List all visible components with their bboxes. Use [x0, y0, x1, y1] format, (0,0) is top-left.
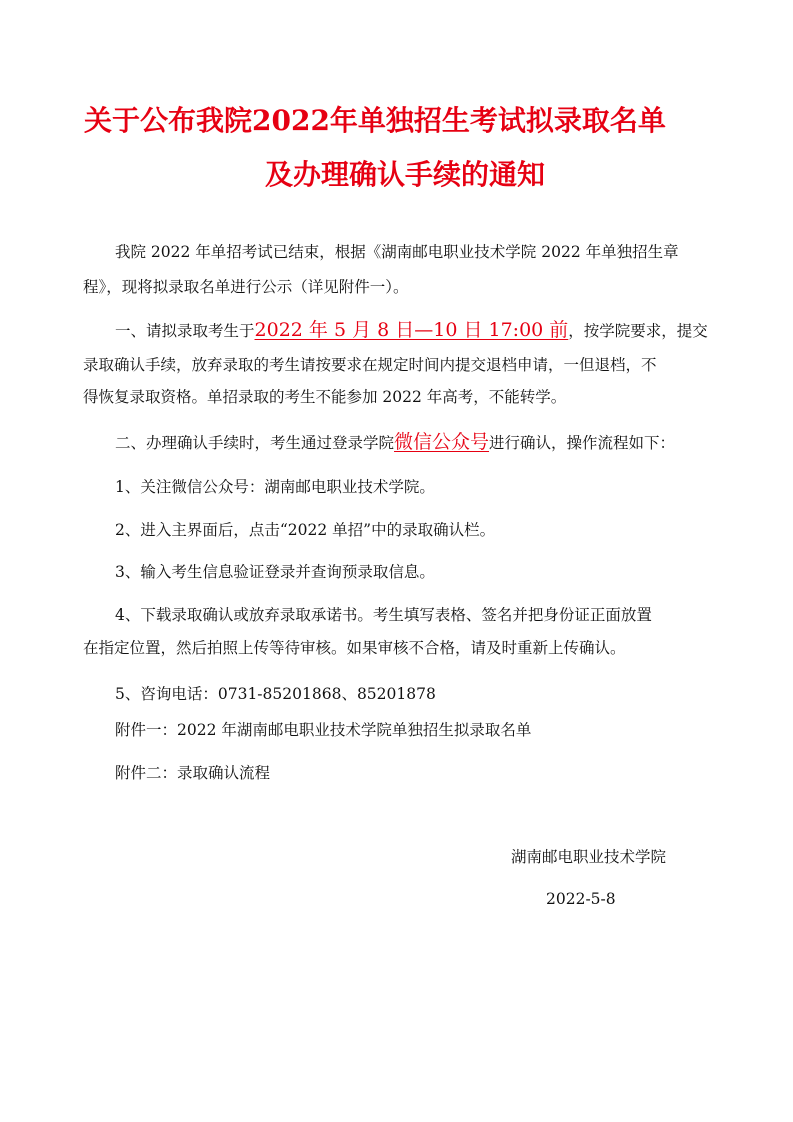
page-title-line-2: 及办理确认手续的通知 [265, 158, 546, 191]
step-4-line-2: 在指定位置，然后拍照上传等待审核。如果审核不合格，请及时重新上传确认。 [83, 639, 626, 657]
intro-line-2: 程》，现将拟录取名单进行公示（详见附件一）。 [83, 278, 409, 296]
signature-organization: 湖南邮电职业技术学院 [511, 848, 667, 866]
section2-line [115, 432, 675, 453]
section1-line-3: 得恢复录取资格。单招录取的考生不能参加 2022 年高考，不能转学。 [83, 388, 567, 406]
page-title-line-1: 关于公布我院2022年单独招生考试拟录取名单 [84, 104, 666, 137]
step-5-contact-phone: 5、咨询电话：0731-85201868、85201878 [115, 685, 436, 703]
admission-deadline: 2022 年 5 月 8 日—10 日 17:00 前 [254, 319, 569, 341]
step-1: 1、关注微信公众号：湖南邮电职业技术学院。 [115, 478, 435, 496]
section2-prefix: 二、办理确认手续时，考生通过登录学院 [115, 434, 395, 452]
step-3: 3、输入考生信息验证登录并查询预录取信息。 [115, 563, 435, 581]
wechat-official-account-highlight: 微信公众号 [394, 431, 490, 453]
step-4-line-1: 4、下载录取确认或放弃录取承诺书。考生填写表格、签名并把身份证正面放置 [115, 606, 652, 624]
section1-suffix: ，按学院要求，提交 [568, 322, 708, 340]
intro-line-1: 我院 2022 年单招考试已结束，根据《湖南邮电职业技术学院 2022 年单独招生章 [115, 243, 679, 261]
section2-suffix: 进行确认，操作流程如下： [489, 434, 676, 452]
section1-line-1 [115, 320, 708, 341]
step-2: 2、进入主界面后，点击“2022 单招”中的录取确认栏。 [115, 521, 496, 539]
section1-prefix: 一、请拟录取考生于 [115, 322, 255, 340]
section1-line-2: 录取确认手续，放弃录取的考生请按要求在规定时间内提交退档申请，一但退档，不 [83, 356, 657, 374]
signature-date: 2022-5-8 [546, 890, 616, 908]
attachment-2: 附件二：录取确认流程 [115, 764, 271, 782]
attachment-1: 附件一：2022 年湖南邮电职业技术学院单独招生拟录取名单 [115, 721, 532, 739]
